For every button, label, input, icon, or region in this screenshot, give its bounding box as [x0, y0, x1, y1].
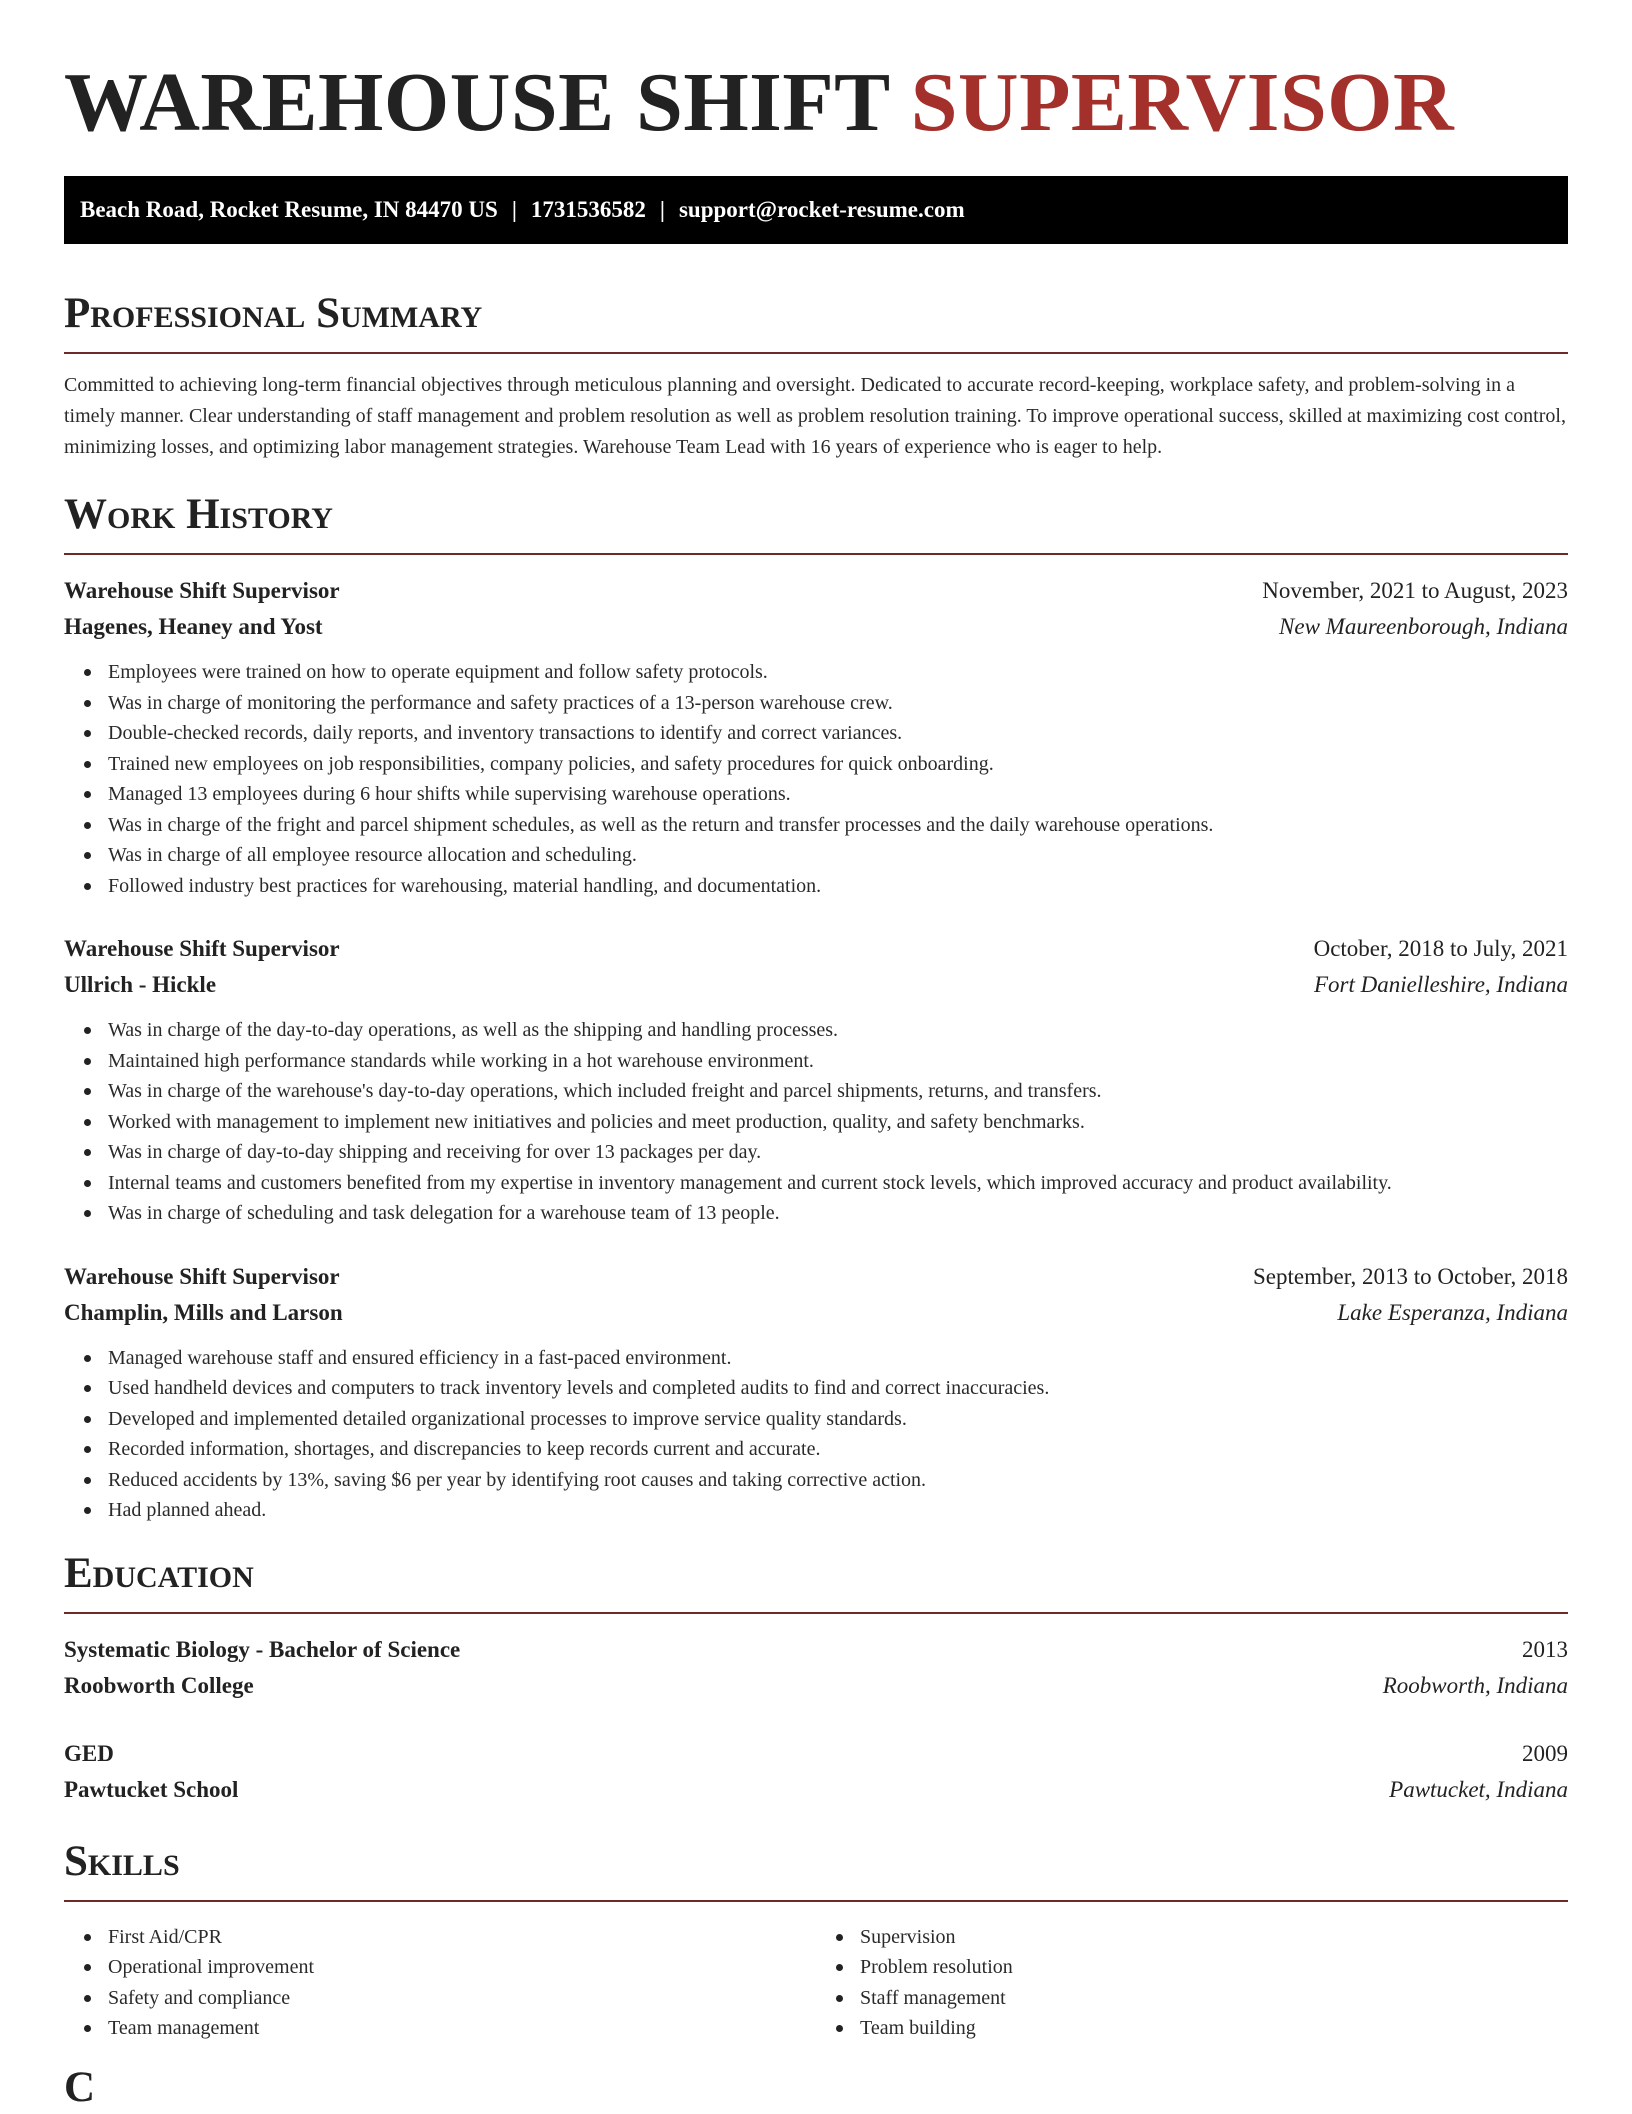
section-divider	[64, 1612, 1568, 1614]
job-bullets	[64, 657, 1568, 901]
section-divider	[64, 1900, 1568, 1902]
contact-bar	[64, 176, 1568, 244]
job-bullet: Was in charge of monitoring the performance and safety practices of a 13-person warehouse crew.	[108, 688, 1568, 719]
education-header	[64, 1736, 1568, 1772]
job-bullet: Was in charge of day-to-day shipping and receiving for over 13 packages per day.	[108, 1137, 1568, 1168]
job-bullet: Trained new employees on job responsibilities, company policies, and safety procedures for quick onboarding.	[108, 749, 1568, 780]
skill-item: Supervision	[860, 1922, 1568, 1953]
skill-item: Operational improvement	[108, 1952, 816, 1983]
education-location: Pawtucket, Indiana	[1389, 1776, 1568, 1802]
job-location: Fort Danielleshire, Indiana	[1313, 972, 1568, 997]
job-bullets	[64, 1015, 1568, 1229]
job-bullet: Double-checked records, daily reports, and inventory transactions to identify and correct variances.	[108, 718, 1568, 749]
job-bullet: Was in charge of the day-to-day operations, as well as the shipping and handling processes.	[108, 1015, 1568, 1046]
job-dates: November, 2021 to August, 2023	[1262, 578, 1568, 603]
job-bullet: Managed warehouse staff and ensured efficiency in a fast-paced environment.	[108, 1343, 1568, 1374]
job-bullet: Was in charge of the warehouse's day-to-day operations, which included freight and parcel shipments, returns, and transfers.	[108, 1076, 1568, 1107]
skills-list-right	[816, 1922, 1568, 2044]
section-heading-summary: Professional Summary	[64, 290, 483, 337]
job-bullet: Reduced accidents by 13%, saving $6 per year by identifying root causes and taking corrective action.	[108, 1465, 1568, 1496]
section-divider	[64, 352, 1568, 354]
education-degree: Systematic Biology - Bachelor of Science	[64, 1636, 461, 1662]
skills-section	[64, 1836, 1568, 2044]
job-company: Ullrich - Hickle	[64, 972, 217, 997]
education-entry	[64, 1632, 1568, 1704]
job-bullet: Developed and implemented detailed organizational processes to improve service quality standards.	[108, 1404, 1568, 1435]
education-year: 2009	[1522, 1740, 1568, 1766]
section-divider	[64, 553, 1568, 555]
job-title: Warehouse Shift Supervisor	[64, 1263, 340, 1289]
job-header	[64, 931, 1568, 967]
resume-title	[64, 0, 1568, 176]
work-history-section	[64, 489, 1568, 1526]
job-bullet: Was in charge of all employee resource allocation and scheduling.	[108, 840, 1568, 871]
title-main: WAREHOUSE SHIFT	[64, 56, 890, 149]
skill-item: First Aid/CPR	[108, 1922, 816, 1953]
education-header	[64, 1632, 1568, 1668]
job-bullet: Managed 13 employees during 6 hour shifts while supervising warehouse operations.	[108, 779, 1568, 810]
job-bullet: Recorded information, shortages, and discrepancies to keep records current and accurate.	[108, 1434, 1568, 1465]
education-location: Roobworth, Indiana	[1382, 1672, 1568, 1698]
section-heading-work-history: Work History	[64, 491, 333, 538]
skill-item: Problem resolution	[860, 1952, 1568, 1983]
job-header	[64, 1259, 1568, 1295]
skill-item: Team building	[860, 2013, 1568, 2044]
contact-separator: |	[511, 197, 517, 222]
contact-email: support@rocket-resume.com	[678, 197, 965, 222]
job-location: Lake Esperanza, Indiana	[1337, 1299, 1568, 1325]
skill-item: Staff management	[860, 1983, 1568, 2014]
job-bullet: Worked with management to implement new initiatives and policies and meet production, quality, and safety benchmarks.	[108, 1107, 1568, 1138]
job-dates: October, 2018 to July, 2021	[1313, 936, 1568, 961]
job-company: Champlin, Mills and Larson	[64, 1299, 343, 1325]
education-subheader	[64, 1668, 1568, 1704]
skill-item: Safety and compliance	[108, 1983, 816, 2014]
title-accent: SUPERVISOR	[910, 56, 1455, 149]
contact-address: Beach Road, Rocket Resume, IN 84470 US	[80, 197, 498, 222]
summary-section	[64, 288, 1568, 463]
job-title: Warehouse Shift Supervisor	[64, 578, 340, 603]
job-location: New Maureenborough, Indiana	[1279, 614, 1568, 639]
education-school: Roobworth College	[64, 1672, 254, 1698]
education-year: 2013	[1522, 1636, 1568, 1662]
job-bullets	[64, 1343, 1568, 1526]
job-header	[64, 573, 1568, 609]
section-heading-skills: Skills	[64, 1837, 180, 1885]
job-title: Warehouse Shift Supervisor	[64, 936, 340, 961]
job-company: Hagenes, Heaney and Yost	[64, 614, 323, 639]
skills-columns	[64, 1910, 1568, 2044]
section-heading-education: Education	[64, 1549, 254, 1597]
summary-text: Committed to achieving long-term financial objectives through meticulous planning and oversight. Dedicated to accurate record-keeping, workplace safety, and problem-solving in a timely manner. Clear understanding of staff management and problem resolution as well as problem resolution training. To improve operational success, skilled at maximizing cost control, minimizing losses, and optimizing labor management strategies. Warehouse Team Lead with 16 years of experience who is eager to help.	[64, 374, 1566, 458]
job-bullet: Was in charge of the fright and parcel shipment schedules, as well as the return and transfer processes and the daily warehouse operations.	[108, 810, 1568, 841]
job-subheader	[64, 967, 1568, 1003]
job-bullet: Was in charge of scheduling and task delegation for a warehouse team of 13 people.	[108, 1198, 1568, 1229]
job-bullet: Followed industry best practices for warehousing, material handling, and documentation.	[108, 871, 1568, 902]
section-heading-partial: C	[64, 2063, 96, 2111]
education-section	[64, 1548, 1568, 1808]
job-dates: September, 2013 to October, 2018	[1253, 1263, 1568, 1289]
job-entry	[64, 573, 1568, 901]
education-degree: GED	[64, 1740, 114, 1766]
job-bullet: Internal teams and customers benefited from my expertise in inventory management and current stock levels, which improved accuracy and product availability.	[108, 1168, 1568, 1199]
education-subheader	[64, 1772, 1568, 1808]
skill-item: Team management	[108, 2013, 816, 2044]
job-bullet: Had planned ahead.	[108, 1495, 1568, 1526]
job-subheader	[64, 1295, 1568, 1331]
job-entry	[64, 1259, 1568, 1526]
contact-phone: 1731536582	[530, 197, 646, 222]
job-bullet: Employees were trained on how to operate equipment and follow safety protocols.	[108, 657, 1568, 688]
contact-separator: |	[659, 197, 665, 222]
job-entry	[64, 931, 1568, 1229]
skills-list-left	[64, 1922, 816, 2044]
job-bullet: Maintained high performance standards while working in a hot warehouse environment.	[108, 1046, 1568, 1077]
job-subheader	[64, 609, 1568, 645]
job-bullet: Used handheld devices and computers to track inventory levels and completed audits to find and correct inaccuracies.	[108, 1373, 1568, 1404]
education-entry	[64, 1736, 1568, 1808]
education-school: Pawtucket School	[64, 1776, 239, 1802]
